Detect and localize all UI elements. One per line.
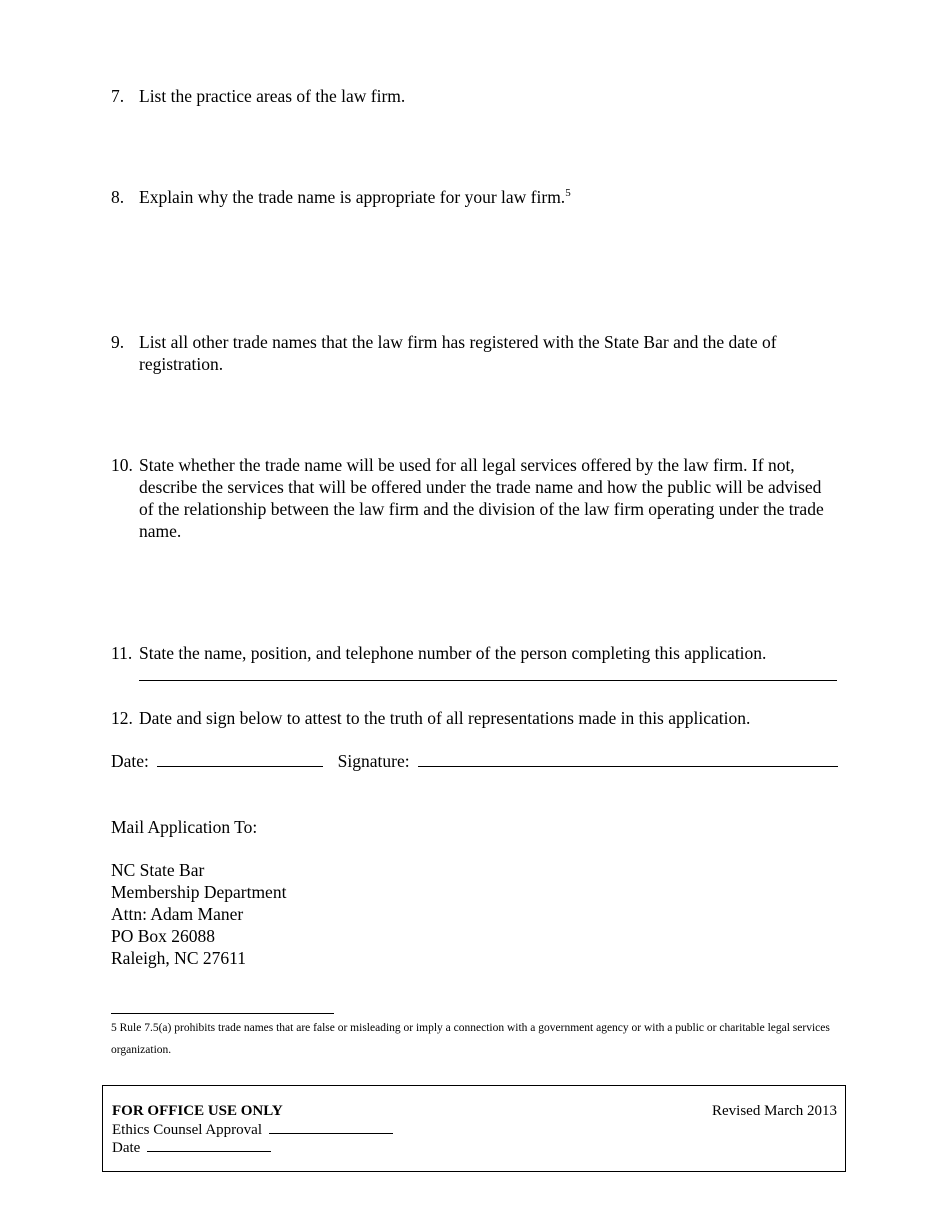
- question-number: 9.: [111, 332, 125, 352]
- footnote-number: 5: [111, 1022, 117, 1034]
- revision-date: Revised March 2013: [712, 1103, 837, 1119]
- address-line: PO Box 26088: [111, 926, 216, 946]
- mail-heading: Mail Application To:: [111, 817, 258, 837]
- date-field[interactable]: [157, 752, 323, 767]
- address-line: Raleigh, NC 27611: [111, 948, 246, 968]
- address-line: Attn: Adam Maner: [111, 904, 244, 924]
- question-text-wrap: [139, 186, 839, 208]
- question-number: 11.: [111, 643, 133, 663]
- footnote-reference[interactable]: 5: [565, 187, 571, 199]
- signature-row: [111, 750, 838, 772]
- date-label: Date:: [111, 751, 149, 771]
- office-use-title: FOR OFFICE USE ONLY: [112, 1103, 283, 1119]
- approval-field[interactable]: [269, 1121, 393, 1134]
- office-date-row: [112, 1139, 271, 1157]
- footnote-divider: [111, 1013, 334, 1014]
- signature-label: Signature:: [337, 751, 410, 771]
- question-text: State whether the trade name will be used for all legal services offered by the law firm. If not, describe the services that will be offered under the trade name and how the public will be advised of the relationship between the law firm and the division of the law firm operating under the trade name.: [139, 455, 824, 541]
- question-text: List the practice areas of the law firm.: [139, 86, 406, 106]
- question-number: 10.: [111, 455, 133, 475]
- office-date-label: Date: [112, 1140, 141, 1156]
- question-text: Explain why the trade name is appropriate for your law firm.: [139, 187, 566, 207]
- question-text: State the name, position, and telephone number of the person completing this application.: [139, 643, 767, 663]
- question-text: Date and sign below to attest to the truth of all representations made in this application.: [139, 708, 751, 728]
- question-text: List all other trade names that the law firm has registered with the State Bar and the date of registration.: [139, 332, 777, 374]
- address-line: NC State Bar: [111, 860, 205, 880]
- question-number: 12.: [111, 708, 133, 728]
- footnote: [111, 1017, 831, 1061]
- address-line: Membership Department: [111, 882, 287, 902]
- question-number: 7.: [111, 86, 125, 106]
- office-use-box: [102, 1085, 846, 1172]
- signature-field[interactable]: [418, 752, 838, 767]
- office-date-field[interactable]: [147, 1139, 271, 1152]
- approval-row: [112, 1121, 393, 1139]
- mail-address: [111, 859, 286, 969]
- approval-label: Ethics Counsel Approval: [112, 1122, 262, 1138]
- answer-line[interactable]: [139, 680, 837, 681]
- question-number: 8.: [111, 187, 125, 207]
- footnote-text: Rule 7.5(a) prohibits trade names that are false or misleading or imply a connection with a government agency or with a public or charitable legal services organization.: [111, 1022, 830, 1056]
